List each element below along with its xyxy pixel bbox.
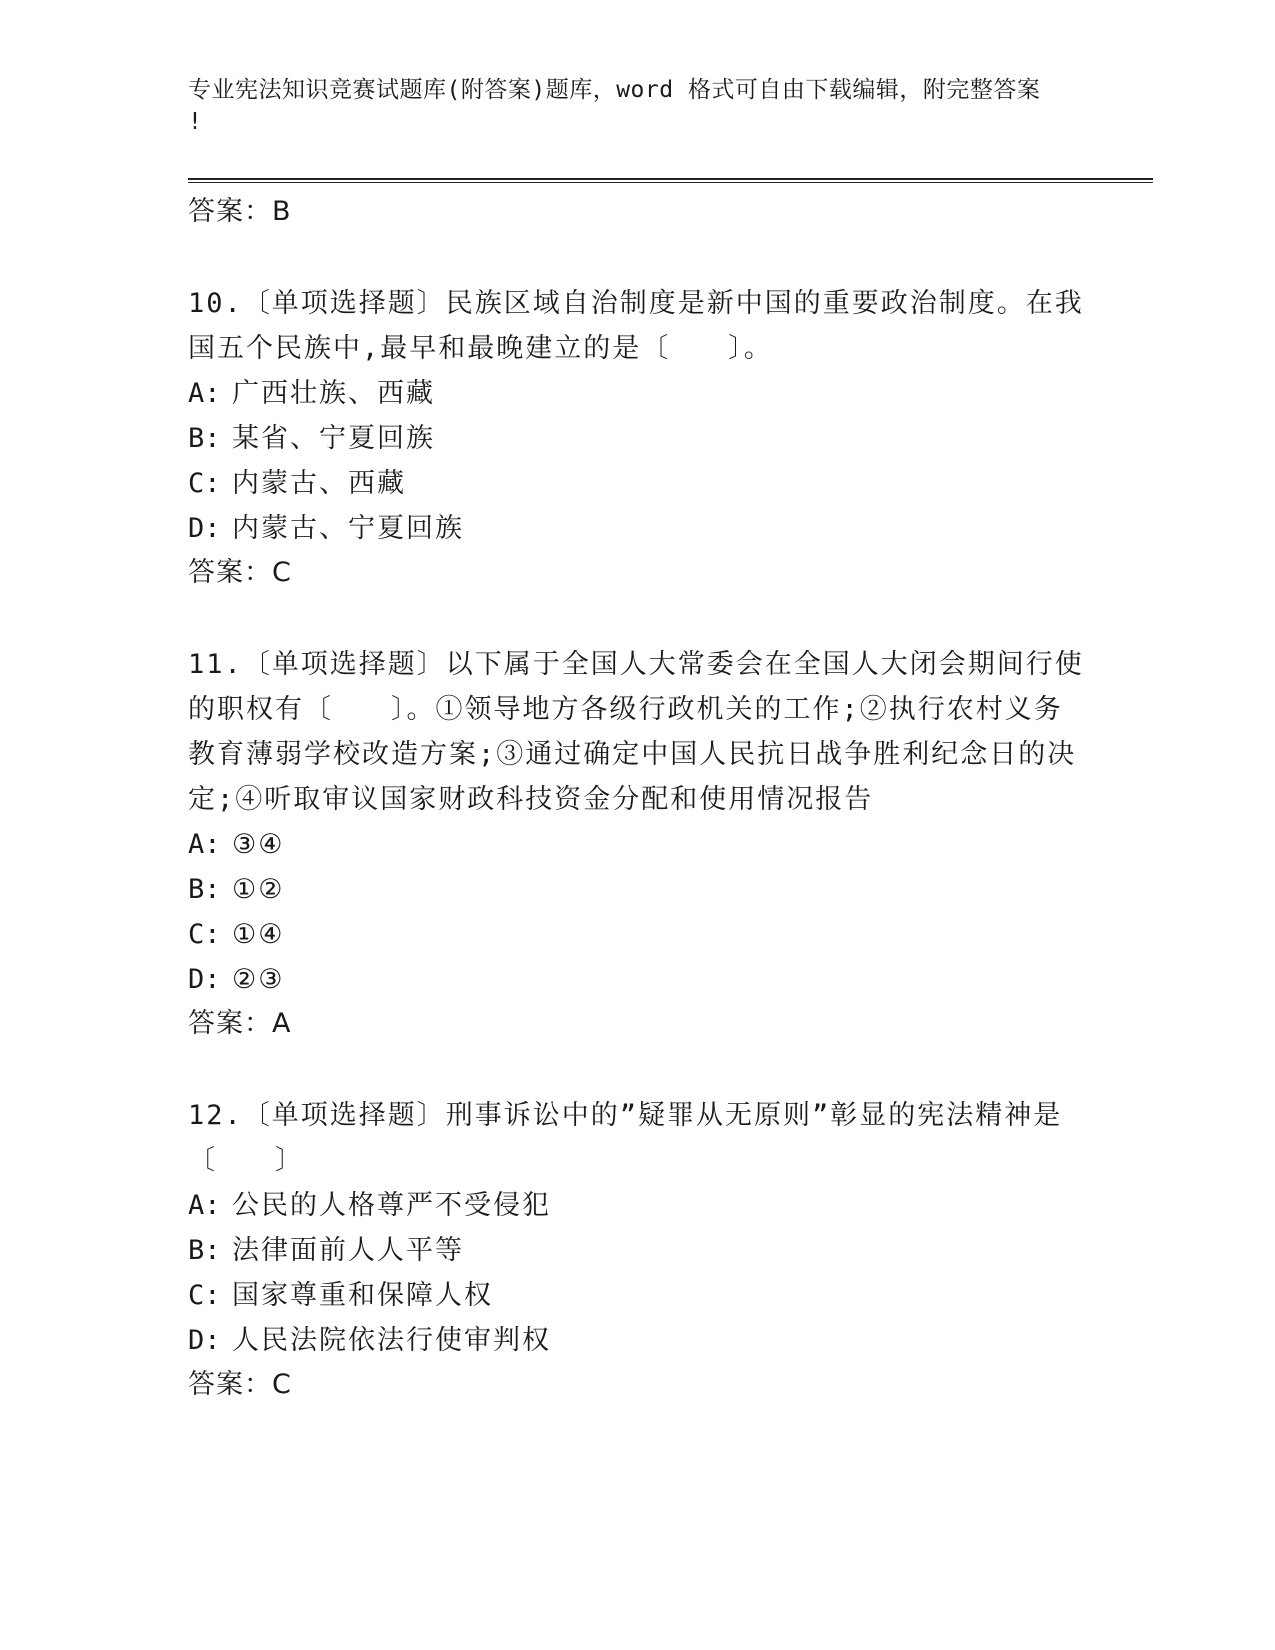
option-text: 广西壮族、西藏 [232, 378, 435, 409]
option-b [188, 867, 1088, 912]
option-letter: A: [188, 378, 221, 409]
answer-label: 答案： [188, 557, 272, 588]
answer-value: A [272, 1008, 291, 1039]
question-stem: 12.〔单项选择题〕刑事诉讼中的”疑罪从无原则”彰显的宪法精神是〔 〕 [188, 1100, 1063, 1176]
option-letter: C: [188, 1280, 221, 1311]
option-letter: B: [188, 874, 221, 905]
option-a [188, 371, 1088, 416]
option-letter: A: [188, 829, 221, 860]
question-stem: 10.〔单项选择题〕民族区域自治制度是新中国的重要政治制度。在我国五个民族中,最早和最晚建立的是〔 〕。 [188, 288, 1084, 364]
answer-value: C [272, 1369, 291, 1400]
option-b [188, 1228, 1088, 1273]
option-text: 法律面前人人平等 [232, 1235, 464, 1266]
option-letter: B: [188, 423, 221, 454]
question-block [188, 281, 1088, 595]
option-d [188, 506, 1088, 551]
option-text: 某省、宁夏回族 [232, 423, 435, 454]
option-b [188, 416, 1088, 461]
option-text: ②③ [232, 964, 285, 995]
document-body [188, 190, 1088, 1407]
header-rule-thick [188, 178, 1153, 180]
option-a [188, 1183, 1088, 1228]
option-text: ③④ [232, 829, 285, 860]
answer-value: B [272, 196, 291, 227]
option-text: 人民法院依法行使审判权 [232, 1325, 551, 1356]
answer-label: 答案： [188, 1369, 272, 1400]
option-letter: D: [188, 1325, 221, 1356]
question-stem: 11.〔单项选择题〕以下属于全国人大常委会在全国人大闭会期间行使的职权有〔 〕。①领导地方各级行政机关的工作;②执行农村义务教育薄弱学校改造方案;③通过确定中国人民抗日战争胜利纪念日的决定;④听取审议国家财政科技资金分配和使用情况报告 [188, 649, 1084, 815]
answer-line [188, 1363, 1088, 1407]
option-text: 公民的人格尊严不受侵犯 [232, 1190, 551, 1221]
page-header [188, 74, 1068, 138]
option-d [188, 1318, 1088, 1363]
answer-line [188, 551, 1088, 595]
option-letter: B: [188, 1235, 221, 1266]
header-text-continuation: ! [188, 109, 203, 135]
answer-line [188, 1002, 1088, 1046]
option-text: 内蒙古、西藏 [232, 468, 406, 499]
option-letter: C: [188, 468, 221, 499]
option-c [188, 461, 1088, 506]
question-block [188, 642, 1088, 1046]
option-c [188, 912, 1088, 957]
answer-label: 答案： [188, 196, 272, 227]
option-letter: D: [188, 513, 221, 544]
option-letter: C: [188, 919, 221, 950]
answer-line [188, 190, 1088, 234]
option-text: ①② [232, 874, 285, 905]
option-text: ①④ [232, 919, 285, 950]
option-letter: D: [188, 964, 221, 995]
answer-value: C [272, 557, 291, 588]
answer-label: 答案： [188, 1008, 272, 1039]
option-c [188, 1273, 1088, 1318]
question-block [188, 1093, 1088, 1407]
option-d [188, 957, 1088, 1002]
header-rule-thin [188, 182, 1153, 183]
option-text: 国家尊重和保障人权 [232, 1280, 493, 1311]
option-a [188, 822, 1088, 867]
option-letter: A: [188, 1190, 221, 1221]
header-text: 专业宪法知识竞赛试题库(附答案)题库，word 格式可自由下载编辑，附完整答案 [188, 77, 1041, 103]
option-text: 内蒙古、宁夏回族 [232, 513, 464, 544]
